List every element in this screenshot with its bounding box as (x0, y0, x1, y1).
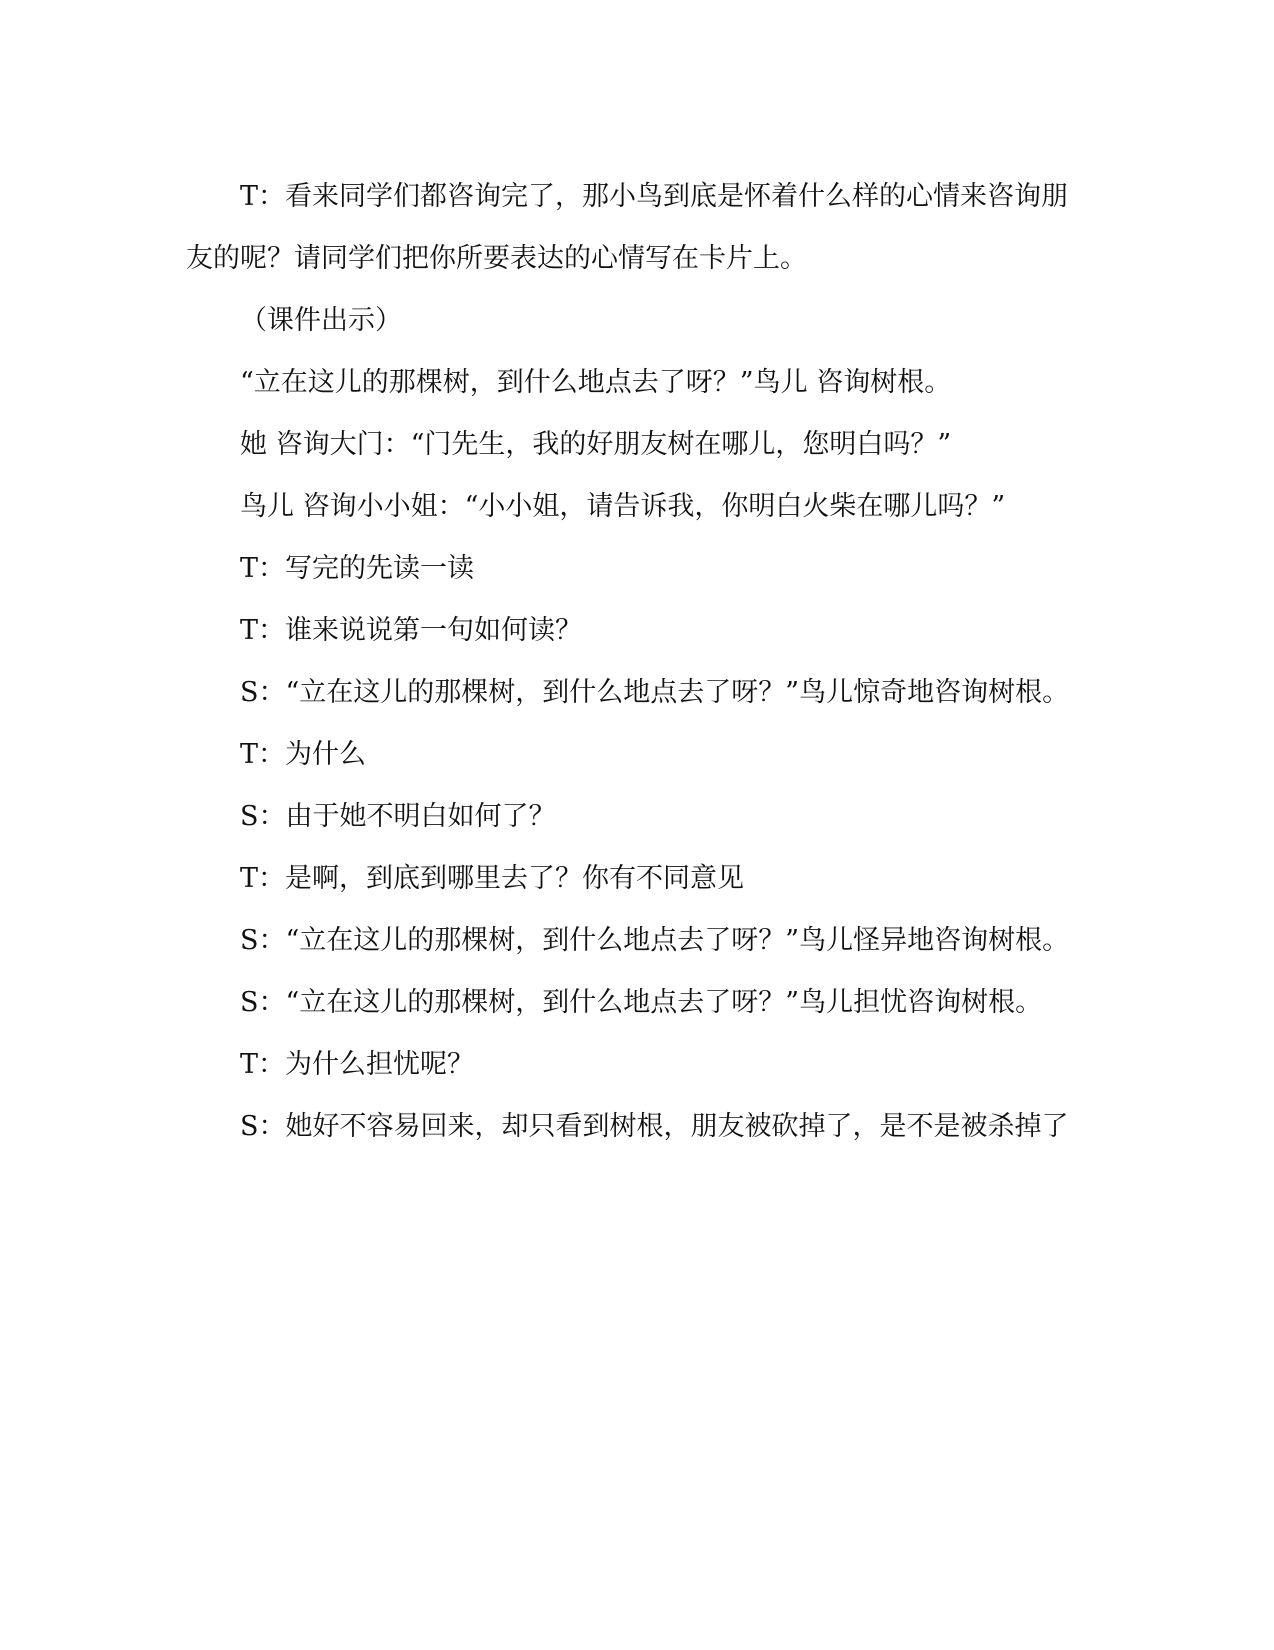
paragraph-quote-tree-root: “立在这儿的那棵树，到什么地点去了呀？”鸟儿 咨询树根。 (240, 367, 952, 398)
paragraph-student-worried: S：“立在这儿的那棵树，到什么地点去了呀？”鸟儿担忧咨询树根。 (240, 987, 1043, 1018)
paragraph-student-strange: S：“立在这儿的那棵树，到什么地点去了呀？”鸟儿怪异地咨询树根。 (240, 925, 1070, 956)
paragraph-teacher-why-worried: T：为什么担忧呢？ (240, 1049, 475, 1080)
paragraph-quote-girl: 鸟儿 咨询小小姐：“小小姐，请告诉我，你明白火柴在哪儿吗？” (240, 491, 1006, 522)
paragraph-student-because: S：由于她不明白如何了？ (240, 801, 556, 832)
document-body (186, 166, 1076, 1158)
paragraph-courseware-note: （课件出示） (240, 305, 402, 336)
paragraph-teacher-why: T：为什么 (240, 739, 367, 770)
paragraph-teacher-read: T：写完的先读一读 (240, 553, 475, 584)
paragraph-student-surprised: S：“立在这儿的那棵树，到什么地点去了呀？”鸟儿惊奇地咨询树根。 (240, 677, 1070, 708)
paragraph-student-answer: S：她好不容易回来，却只看到树根，朋友被砍掉了，是不是被杀掉了 (240, 1111, 1069, 1142)
paragraph-teacher-how: T：谁来说说第一句如何读？ (240, 615, 583, 646)
paragraph-quote-gate: 她 咨询大门：“门先生，我的好朋友树在哪儿，您明白吗？” (240, 429, 952, 460)
paragraph-teacher-question: T：看来同学们都咨询完了，那小鸟到底是怀着什么样的心情来咨询朋友的呢？请同学们把你所要表达的心情写在卡片上。 (186, 181, 1069, 274)
paragraph-teacher-different: T：是啊，到底到哪里去了？你有不同意见 (240, 863, 745, 894)
